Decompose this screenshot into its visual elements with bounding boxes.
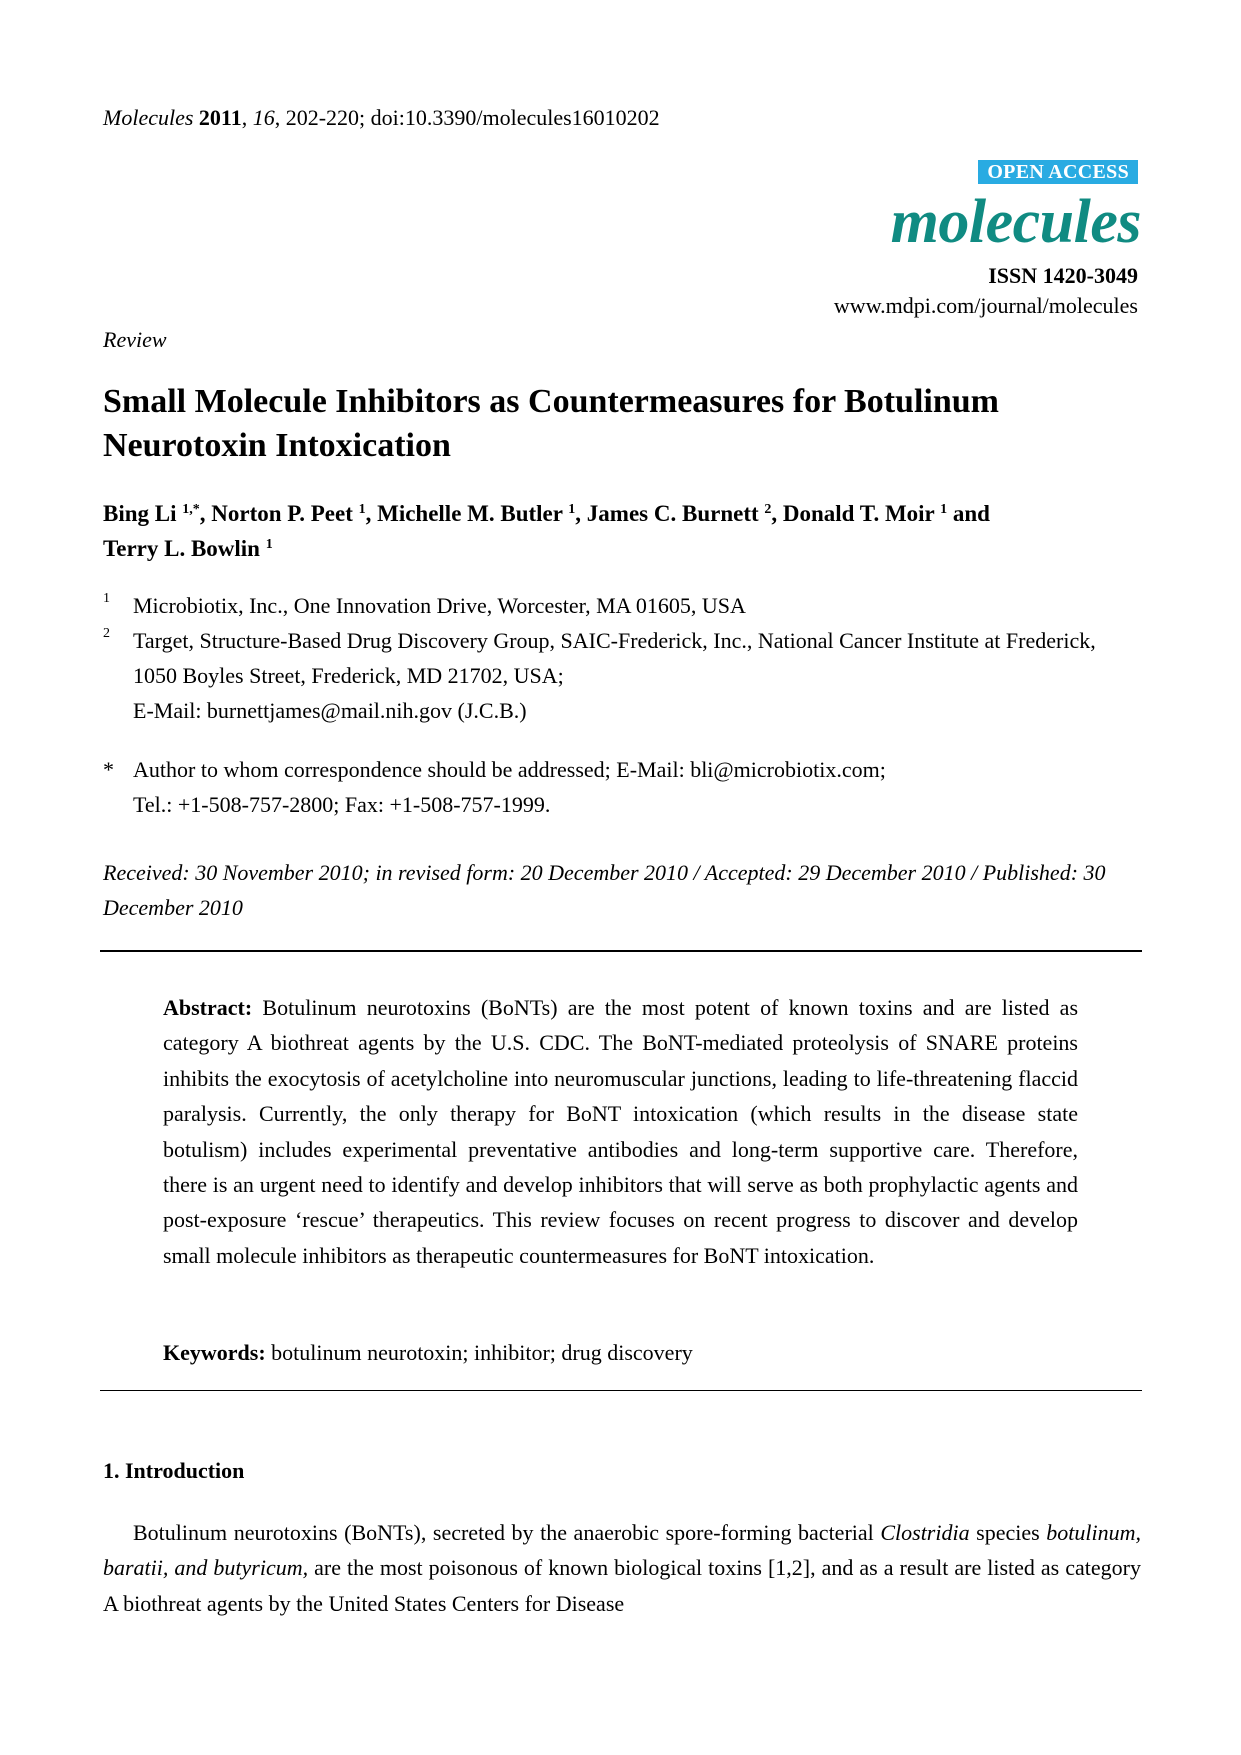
correspondence-note [103, 752, 1143, 822]
correspondence-line-1: Author to whom correspondence should be addressed; E-Mail: bli@microbiotix.com; [133, 757, 886, 782]
open-access-badge: OPEN ACCESS [978, 160, 1138, 184]
citation-line: Molecules 2011, 16, 202-220; doi:10.3390/molecules16010202 [103, 105, 660, 130]
affiliation-text: Microbiotix, Inc., One Innovation Drive, Worcester, MA 01605, USA [133, 593, 746, 618]
author-affiliation-mark: 1 [358, 502, 366, 517]
keywords-label: Keywords: [163, 1340, 266, 1365]
author-name: James C. Burnett [586, 501, 759, 526]
issn: ISSN 1420-3049 [988, 263, 1138, 288]
intro-text-1: Botulinum neurotoxins (BoNTs), secreted by the anaerobic spore-forming bacterial [133, 1520, 881, 1545]
author-list: Bing Li $^{1,*}$, Norton P. Peet $^1$, Michelle M. Butler $^1$, James C. Burnett $^2$, Donald T. Moir $^1$ and Terry L. Bowlin $^1$ [103, 501, 990, 561]
article-dates: Received: 30 November 2010; in revised form: 20 December 2010 / Accepted: 29 December 2010 / Published: 30 December 2010 [103, 860, 1106, 920]
bottom-divider [100, 1390, 1142, 1391]
affiliation-1 [103, 588, 1143, 623]
article-title: Small Molecule Inhibitors as Countermeasures for Botulinum Neurotoxin Intoxication [103, 383, 999, 464]
author-name: Donald T. Moir [782, 501, 935, 526]
author-affiliation-mark: 2 [764, 502, 772, 517]
affiliation-2 [103, 623, 1143, 728]
abstract [163, 990, 1078, 1273]
abstract-label: Abstract: [163, 995, 253, 1020]
intro-text-2: species [969, 1520, 1047, 1545]
author-name: Terry L. Bowlin [103, 536, 260, 561]
affiliation-number: 2 [103, 626, 110, 641]
author-name: Bing Li [103, 501, 177, 526]
author-affiliation-mark: 1,* [182, 502, 200, 517]
intro-paragraph [103, 1515, 1141, 1621]
correspondence-mark: * [103, 757, 114, 782]
author-name: Norton P. Peet [211, 501, 353, 526]
intro-species: botulinum, baratii, and butyricum, [103, 1520, 1142, 1581]
author-affiliation-mark: 1 [940, 502, 948, 517]
keywords-text: botulinum neurotoxin; inhibitor; drug discovery [271, 1340, 693, 1365]
top-divider [100, 950, 1142, 952]
affiliation-email[interactable]: E-Mail: burnettjames@mail.nih.gov (J.C.B.) [133, 698, 527, 723]
correspondence-line-2: Tel.: +1-508-757-2800; Fax: +1-508-757-1999. [133, 792, 551, 817]
affiliation-number: 1 [103, 591, 110, 606]
author-affiliation-mark: 1 [265, 537, 273, 552]
section-heading: 1. Introduction [103, 1458, 245, 1483]
citation-pages-doi: , 202-220; doi:10.3390/molecules16010202 [274, 105, 660, 130]
intro-text-3: are the most poisonous of known biological toxins [1,2], and as a result are listed as category A biothreat agents by the United States Centers for Disease [103, 1555, 1141, 1616]
citation-journal: Molecules [103, 105, 194, 130]
abstract-text: Botulinum neurotoxins (BoNTs) are the most potent of known toxins and are listed as category A biothreat agents by the U.S. CDC. The BoNT-mediated proteolysis of SNARE proteins inhibits the exocytosis of acetylcholine into neuromuscular junctions, leading to life-threatening flaccid paralysis. Currently, the only therapy for BoNT intoxication (which results in the disease state botulism) includes experimental preventative antibodies and long-term supportive care. Therefore, there is an urgent need to identify and develop inhibitors that will serve as both prophylactic agents and post-exposure ‘rescue’ therapeutics. This review focuses on recent progress to discover and develop small molecule inhibitors as therapeutic countermeasures for BoNT intoxication. [163, 995, 1079, 1268]
article-type: Review [103, 327, 167, 352]
citation-year: 2011 [198, 105, 242, 130]
author-name: Michelle M. Butler [377, 501, 563, 526]
keywords [163, 1335, 1078, 1370]
affiliation-text: Target, Structure-Based Drug Discovery Group, SAIC-Frederick, Inc., National Cancer Institute at Frederick, 1050 Boyles Street, Frederick, MD 21702, USA; [133, 628, 1096, 688]
intro-genus: Clostridia [880, 1520, 970, 1545]
journal-logo: molecules [890, 188, 1141, 256]
citation-volume: 16 [252, 105, 275, 130]
journal-url[interactable]: www.mdpi.com/journal/molecules [833, 293, 1138, 318]
author-affiliation-mark: 1 [568, 502, 576, 517]
